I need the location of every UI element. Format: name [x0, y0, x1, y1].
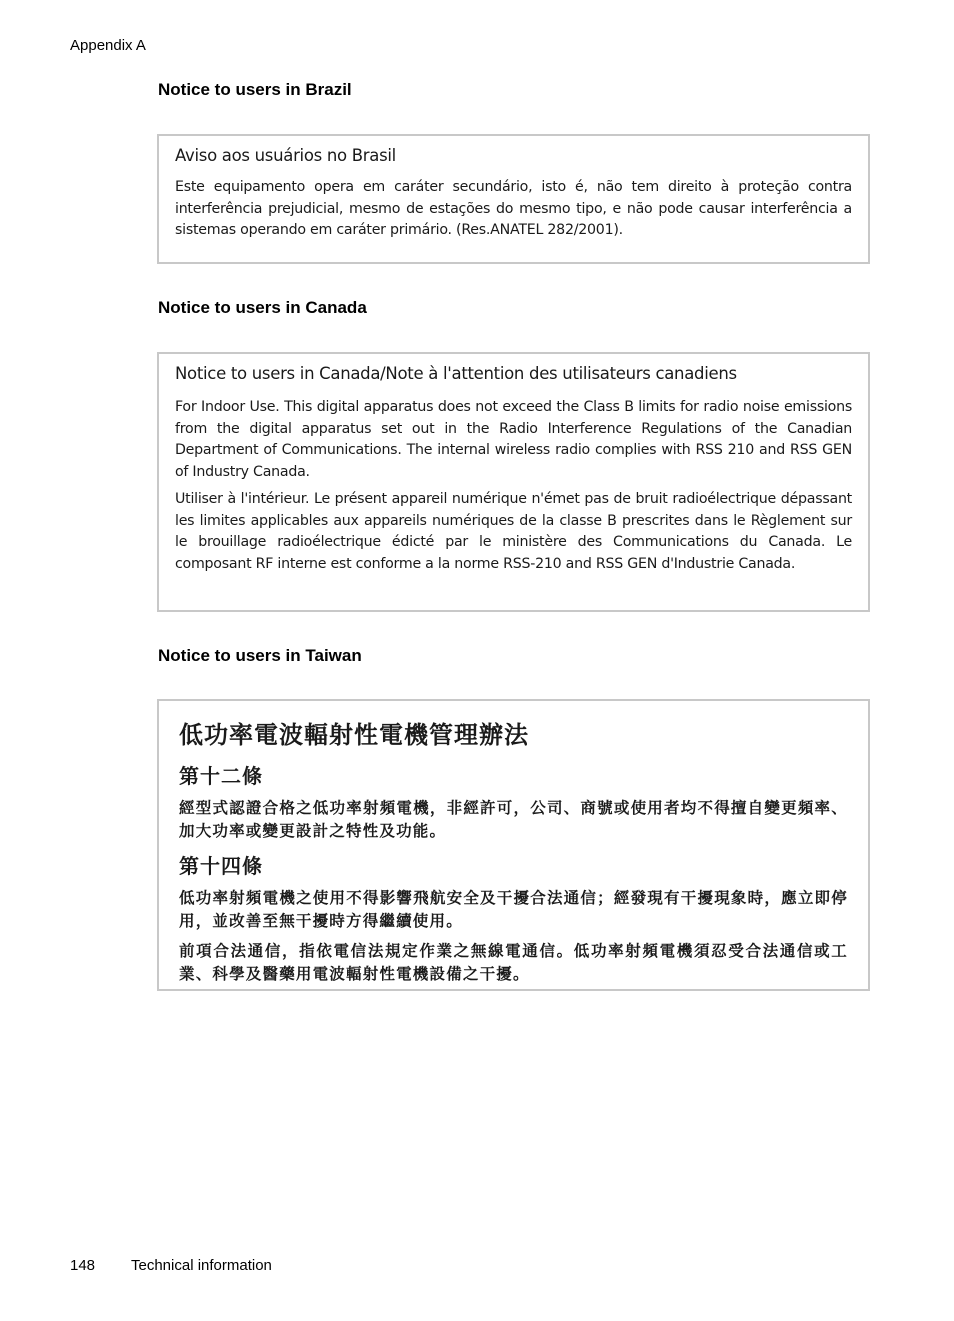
notice-box-taiwan: [157, 699, 870, 991]
heading-canada: Notice to users in Canada: [158, 298, 367, 317]
box-paragraph-canada-en: For Indoor Use. This digital apparatus does not exceed the Class B limits for radio noise emissions from the digital apparatus set out in the Radio Interference Regulations of the Canadian Department of Communications. The internal wireless radio complies with RSS 210 and RSS GEN of Industry Canada.: [175, 399, 852, 480]
footer-section-title: Technical information: [131, 1257, 272, 1274]
box-paragraph-brazil: Este equipamento opera em caráter secundário, isto é, não tem direito à proteção contra interferência prejudicial, mesmo de estações do mesmo tipo, e não pode causar interferência a sistemas operando em caráter primário. (Res.ANATEL 282/2001).: [175, 179, 852, 238]
page-number: 148: [70, 1257, 96, 1274]
article-14-text-1: 低功率射頻電機之使用不得影響飛航安全及干擾合法通信；經發現有干擾現象時，應立即停用，並改善至無干擾時方得繼續使用。: [179, 889, 848, 930]
notice-box-canada: [157, 352, 870, 612]
article-12-heading: 第十二條: [179, 764, 263, 788]
notice-box-brazil: [157, 134, 870, 264]
heading-taiwan: Notice to users in Taiwan: [158, 646, 362, 665]
box-title-brazil: Aviso aos usuários no Brasil: [175, 146, 396, 165]
running-header: Appendix A: [70, 37, 146, 54]
article-14-text-2: 前項合法通信，指依電信法規定作業之無線電通信。低功率射頻電機須忍受合法通信或工業、科學及醫藥用電波輻射性電機設備之干擾。: [179, 942, 848, 983]
article-14-heading: 第十四條: [179, 854, 263, 878]
box-paragraph-canada-fr: Utiliser à l'intérieur. Le présent appareil numérique n'émet pas de bruit radioélectrique dépassant les limites applicables aux appareils numériques de la classe B prescrites dans le Règlement sur le brouillage radioélectrique édicté par le ministère des Communications du Canada. Le composant RF interne est conforme a la norme RSS-210 and RSS GEN d'Industrie Canada.: [175, 491, 852, 572]
box-title-taiwan: 低功率電波輻射性電機管理辦法: [179, 721, 529, 749]
article-12-text: 經型式認證合格之低功率射頻電機，非經許可，公司、商號或使用者均不得擅自變更頻率、加大功率或變更設計之特性及功能。: [179, 799, 848, 840]
box-title-canada: Notice to users in Canada/Note à l'attention des utilisateurs canadiens: [175, 364, 737, 383]
heading-brazil: Notice to users in Brazil: [158, 80, 352, 99]
